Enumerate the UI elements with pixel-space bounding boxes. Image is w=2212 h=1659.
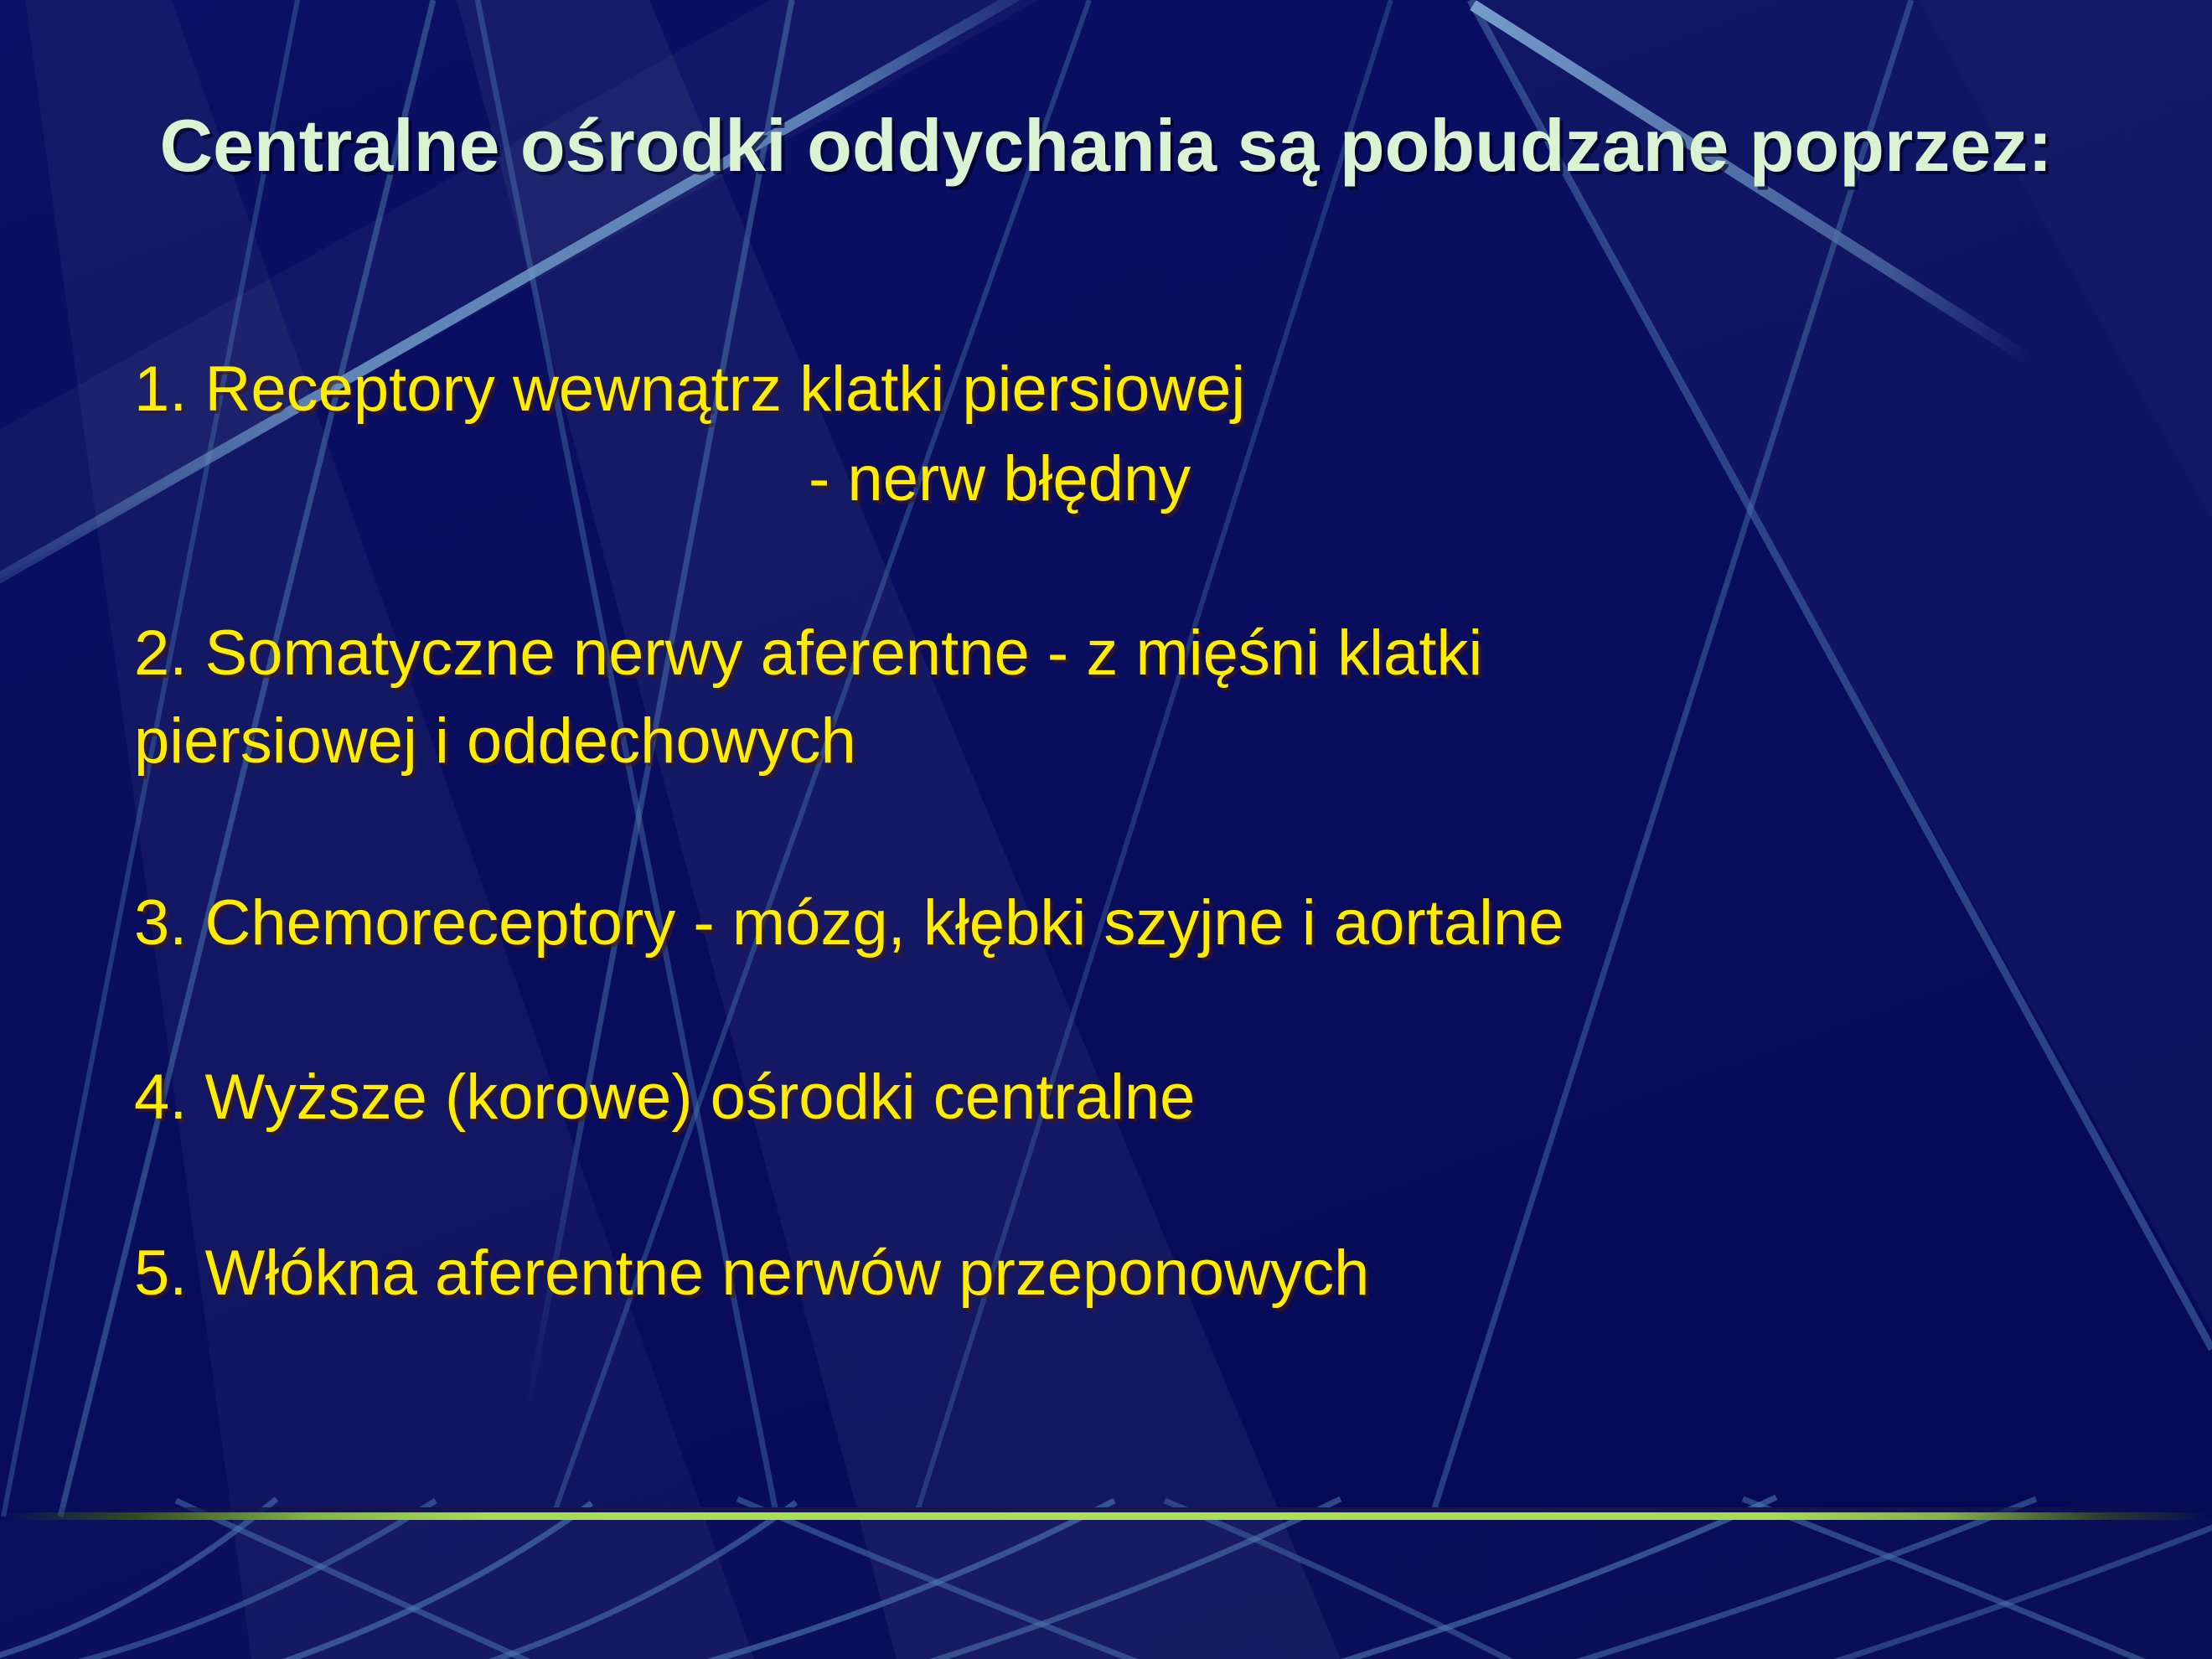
bullet-item-2-line-2: piersiowej i oddechowych xyxy=(134,705,856,777)
bullet-item-1-line-1: 1. Receptory wewnątrz klatki piersiowej xyxy=(134,354,1246,425)
bullet-item-3-line-1: 3. Chemoreceptory - mózg, kłębki szyjne i aortalne xyxy=(134,887,1564,959)
divider-rule xyxy=(0,1507,2212,1520)
bullet-item-4-line-1: 4. Wyższe (korowe) ośrodki centralne xyxy=(134,1062,1196,1133)
bullet-item-5-line-1: 5. Włókna aferentne nerwów przeponowych xyxy=(134,1238,1370,1309)
bullet-item-1-line-2: - nerw błędny xyxy=(809,443,1191,514)
divider-rule-line xyxy=(0,1512,2212,1520)
slide-title: Centralne ośrodki oddychania są pobudzane poprzez: xyxy=(159,104,2053,187)
bullet-item-2-line-1: 2. Somatyczne nerwy aferentne - z mięśni klatki xyxy=(134,618,1483,689)
